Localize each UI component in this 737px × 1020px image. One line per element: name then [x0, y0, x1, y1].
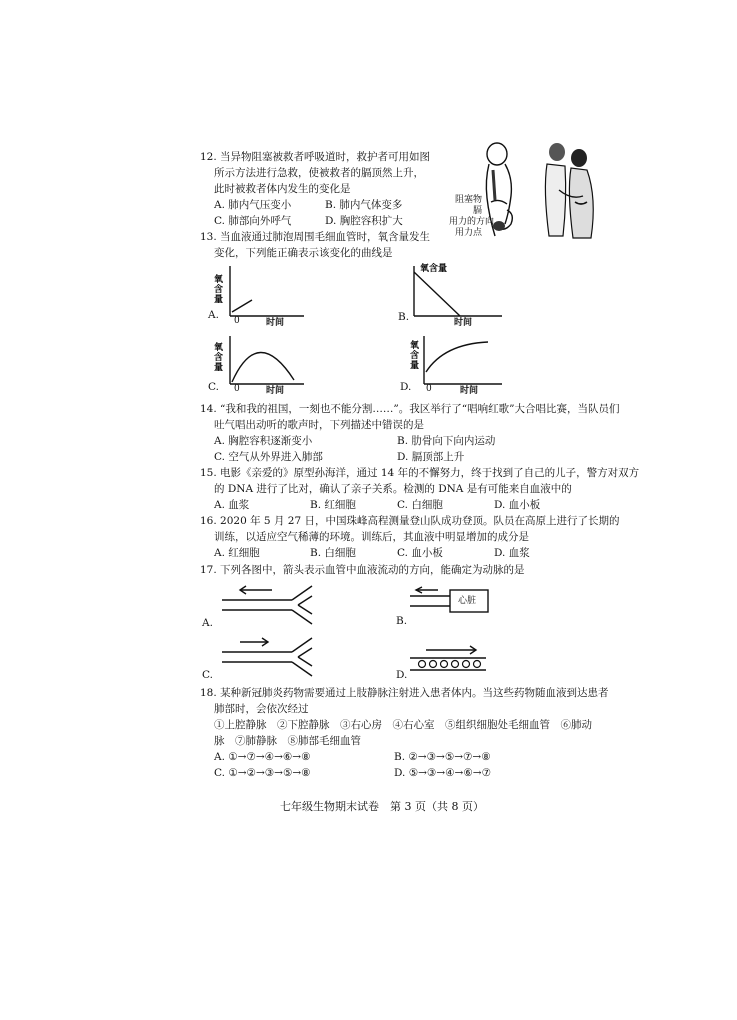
svg-text:含: 含: [410, 351, 420, 361]
svg-text:氧: 氧: [214, 343, 224, 353]
q15-option-c: C. 白细胞: [397, 499, 443, 511]
q14-option-b: B. 肋骨向下向内运动: [397, 435, 496, 447]
q12-stem-line1: 12. 当异物阻塞被救者呼吸道时，救护者可用如图: [200, 151, 431, 163]
q14-stem-line1: 14. “我和我的祖国，一刻也不能分割……”。我区举行了“唱响红歌”大合唱比赛，当队员们: [200, 403, 620, 415]
q13-c-xlabel: 时间: [266, 386, 285, 396]
q13-stem-line2: 变化，下列能正确表示该变化的曲线是: [214, 247, 393, 259]
q17-diagram-a: [202, 582, 322, 632]
q17-c-label: C.: [202, 669, 213, 681]
q17-b-heart: 心脏: [458, 596, 477, 606]
q13-a-zero: 0: [234, 316, 240, 326]
q12-stem-line2: 所示方法进行急救，使被救者的膈顶然上升，: [214, 167, 424, 179]
svg-text:含: 含: [214, 353, 224, 363]
svg-text:含: 含: [214, 285, 224, 295]
q13-d-zero: 0: [426, 384, 432, 394]
q18-stem-line2: 肺部时，会依次经过: [214, 703, 309, 715]
q12-fig-label-force-point: 用力点: [455, 228, 483, 238]
q12-option-b: B. 肺内气体变多: [325, 199, 403, 211]
q16-option-c: C. 血小板: [397, 547, 443, 559]
q13-b-ylabel: 氧含量: [420, 264, 448, 274]
q13-graph-b: [398, 262, 518, 328]
q15-stem-line1: 15. 电影《亲爱的》原型孙海洋，通过 14 年的不懈努力，终于找到了自己的儿子，警方对双方: [200, 467, 640, 479]
q12-fig-label-obstruction: 阻塞物: [455, 195, 483, 205]
page-footer: 七年级生物期末试卷 第 3 页（共 8 页）: [280, 800, 484, 813]
q18-stem-line4: 脉 ⑦肺静脉 ⑧肺部毛细血管: [214, 735, 361, 747]
q13-graph-a: [208, 262, 318, 328]
q15-option-b: B. 红细胞: [310, 499, 356, 511]
q17-a-label: A.: [202, 617, 213, 629]
q15-option-d: D. 血小板: [494, 499, 541, 511]
q16-stem-line2: 训练，以适应空气稀薄的环境。训练后，其血液中明显增加的成分是: [214, 531, 529, 543]
q13-c-label: C.: [208, 381, 219, 393]
q13-b-xlabel: 时间: [454, 318, 473, 328]
q12-stem-line3: 此时被救者体内发生的变化是: [214, 183, 351, 195]
svg-text:量: 量: [410, 361, 420, 371]
q12-option-d: D. 胸腔容积扩大: [325, 215, 403, 227]
q12-option-c: C. 肺部向外呼气: [214, 215, 292, 227]
q17-diagram-b: [396, 586, 516, 632]
q13-b-label: B.: [398, 311, 410, 323]
q16-option-d: D. 血浆: [494, 547, 530, 559]
q17-d-label: D.: [396, 669, 408, 681]
q16-option-a: A. 红细胞: [214, 547, 260, 559]
q13-graph-d: [398, 332, 518, 398]
q12-fig-label-diaphragm: 膈: [473, 206, 483, 216]
q15-stem-line2: 的 DNA 进行了比对，确认了亲子关系。检测的 DNA 是有可能来自血液中的: [214, 483, 572, 495]
svg-text:量: 量: [214, 295, 224, 305]
q12-fig-label-force-direction: 用力的方向: [449, 217, 495, 227]
q18-option-c: C. ①→②→③→⑤→⑧: [214, 767, 311, 779]
q15-option-a: A. 血浆: [214, 499, 250, 511]
svg-text:量: 量: [214, 363, 224, 373]
q18-option-b: B. ②→③→⑤→⑦→⑧: [394, 751, 491, 763]
svg-text:氧: 氧: [214, 275, 224, 285]
q14-option-d: D. 膈顶部上升: [397, 451, 465, 463]
q18-stem-line3: ①上腔静脉 ②下腔静脉 ③右心房 ④右心室 ⑤组织细胞处毛细血管 ⑥肺动: [214, 719, 592, 731]
q13-a-xlabel: 时间: [266, 318, 285, 328]
q14-stem-line2: 吐气唱出动听的歌声时，下列描述中错误的是: [214, 419, 424, 431]
q14-option-c: C. 空气从外界进入肺部: [214, 451, 323, 463]
q14-option-a: A. 胸腔容积逐渐变小: [214, 435, 313, 447]
q12-option-a: A. 肺内气压变小: [214, 199, 292, 211]
q12-figure: [449, 140, 605, 240]
q17-b-label: B.: [396, 615, 408, 627]
q18-option-a: A. ①→⑦→④→⑥→⑧: [214, 751, 311, 763]
q13-a-label: A.: [208, 309, 219, 321]
q18-stem-line1: 18. 某种新冠肺炎药物需要通过上肢静脉注射进入患者体内。当这些药物随血液到达患者: [200, 687, 609, 699]
q17-diagram-c: [202, 636, 322, 686]
q18-option-d: D. ⑤→③→④→⑥→⑦: [394, 767, 491, 779]
q13-graph-c: [208, 332, 318, 398]
q17-stem-line1: 17. 下列各图中，箭头表示血管中血液流动的方向，能确定为动脉的是: [200, 564, 525, 576]
q13-d-xlabel: 时间: [460, 386, 479, 396]
q17-diagram-d: [396, 644, 516, 684]
q13-d-label: D.: [400, 381, 412, 393]
svg-text:氧: 氧: [410, 341, 420, 351]
q13-c-zero: 0: [234, 384, 240, 394]
q16-option-b: B. 白细胞: [310, 547, 356, 559]
q16-stem-line1: 16. 2020 年 5 月 27 日，中国珠峰高程测量登山队成功登顶。队员在高原上进行了长期的: [200, 515, 620, 527]
q13-stem-line1: 13. 当血液通过肺泡周围毛细血管时，氧含量发生: [200, 231, 431, 243]
